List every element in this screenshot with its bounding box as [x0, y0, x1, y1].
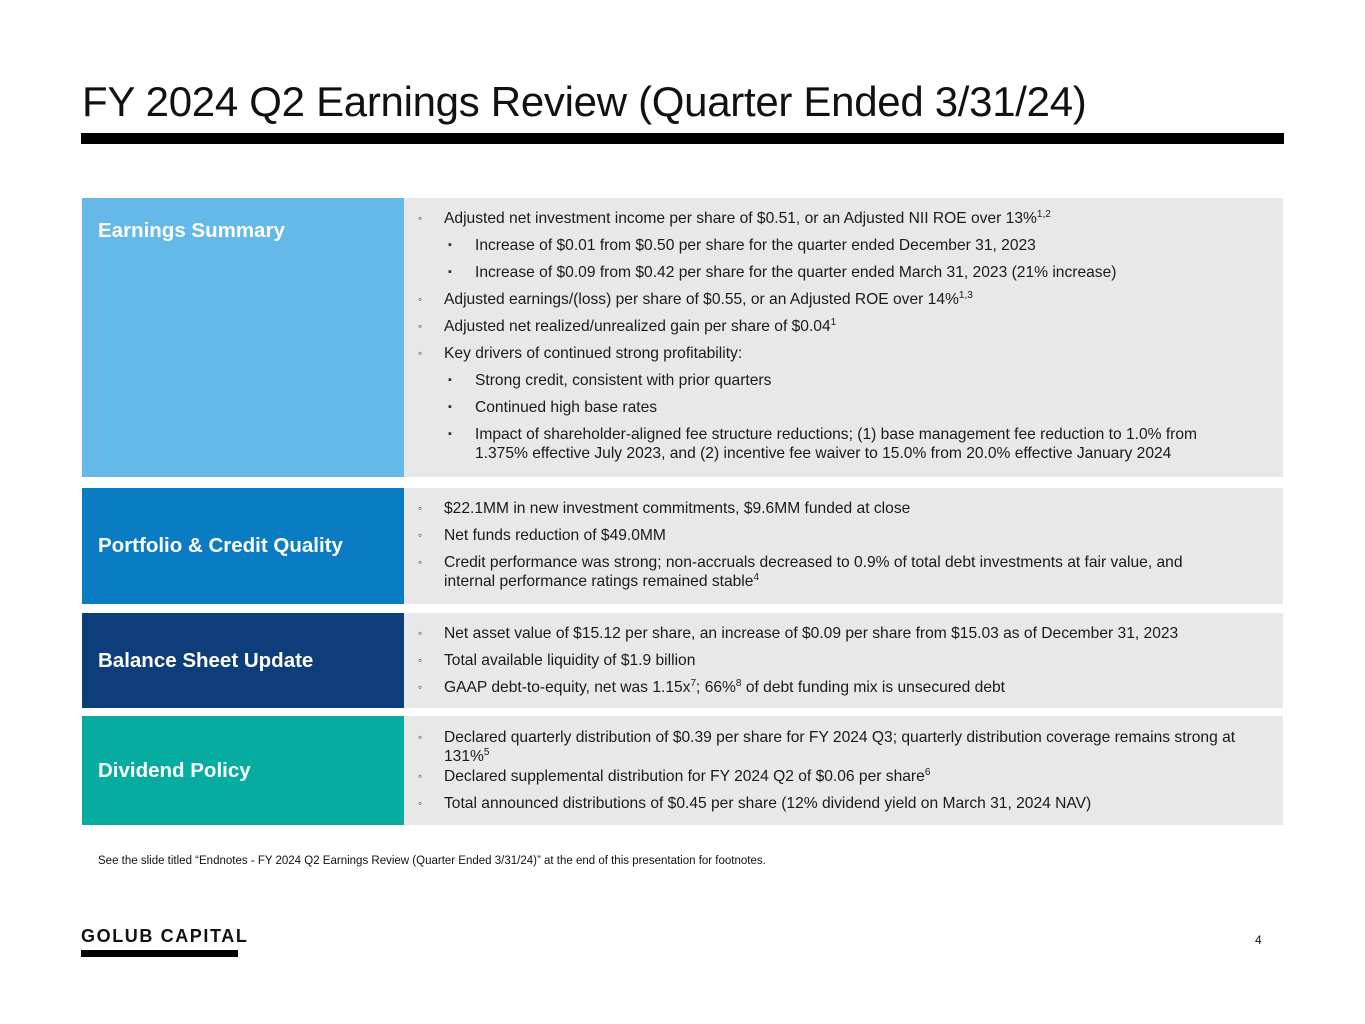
section-content-balance-sheet-update: [404, 613, 1283, 708]
hollow-bullet-icon: ◦: [418, 626, 423, 640]
page-number: 4: [1255, 933, 1262, 947]
title-underline: [81, 133, 1284, 144]
hollow-bullet-icon: ◦: [418, 211, 423, 225]
hollow-bullet-icon: ◦: [418, 319, 423, 333]
bullet-item: ◦ GAAP debt-to-equity, net was $1.15x^7$; 66%$^8$ of debt funding mix is unsecured debt: [418, 678, 1006, 696]
section-dividend-policy: [82, 716, 1283, 825]
bullet-item: ◦ Net funds reduction of $49.0MM: [418, 527, 666, 544]
hollow-bullet-icon: ◦: [418, 769, 423, 783]
square-bullet-icon: ▪: [448, 428, 452, 440]
section-content-portfolio-credit-quality: [404, 488, 1283, 604]
page-title: FY 2024 Q2 Earnings Review (Quarter Ended 3/31/24): [82, 78, 1087, 125]
section-label-text: Dividend Policy: [98, 758, 251, 782]
hollow-bullet-icon: ◦: [418, 730, 423, 744]
section-label-balance-sheet-update: [82, 613, 404, 708]
bullet-item: ◦ Adjusted earnings/(loss) per share of $0.55, or an Adjusted ROE over 14%$^{1,3}$: [418, 290, 973, 308]
bullet-item: ◦ Adjusted net realized/unrealized gain per share of $0.04$^1$: [418, 317, 837, 335]
hollow-bullet-icon: ◦: [418, 346, 423, 360]
bullet-item: ◦ Declared supplemental distribution for FY 2024 Q2 of $0.06 per share$^6$: [418, 767, 931, 785]
logo-underline: [81, 950, 238, 957]
sub-bullet-item: ▪ Continued high base rates: [448, 399, 658, 416]
section-earnings-summary: [82, 198, 1283, 477]
hollow-bullet-icon: ◦: [418, 796, 423, 810]
section-label-dividend-policy: [82, 716, 404, 825]
hollow-bullet-icon: ◦: [418, 555, 423, 569]
sub-bullet-item: ▪ Impact of shareholder-aligned fee structure reductions; (1) base management fee reduction to 1.0% from 1.375% effective July 2023, and (2) incentive fee waiver to 15.0% from 20.0% effective January 2024: [448, 426, 1198, 462]
section-label-text: Balance Sheet Update: [98, 648, 314, 672]
section-content-dividend-policy: [404, 716, 1283, 825]
sub-bullet-item: ▪ Strong credit, consistent with prior quarters: [448, 372, 772, 389]
bullet-item: ◦ Declared quarterly distribution of $0.39 per share for FY 2024 Q3; quarterly distribution coverage remains strong at 131%$^5$: [418, 729, 1236, 765]
bullet-item: ◦ Key drivers of continued strong profitability:: [418, 345, 743, 362]
bullet-item: ◦ Credit performance was strong; non-accruals decreased to 0.9% of total debt investments at fair value, and internal performance ratings remained stable$^4$: [418, 554, 1183, 590]
section-label-text: Earnings Summary: [98, 219, 285, 242]
hollow-bullet-icon: ◦: [418, 653, 423, 667]
section-balance-sheet-update: [82, 613, 1283, 708]
section-content-earnings-summary: [404, 198, 1283, 477]
hollow-bullet-icon: ◦: [418, 680, 423, 694]
bullet-item: ◦ Total available liquidity of $1.9 billion: [418, 652, 696, 669]
square-bullet-icon: ▪: [448, 266, 452, 278]
section-label-text: Portfolio & Credit Quality: [98, 534, 343, 557]
footnote: See the slide titled “Endnotes - FY 2024 Q2 Earnings Review (Quarter Ended 3/31/24)” at the end of this presentation for footnotes.: [98, 855, 766, 867]
bullet-item: ◦ Total announced distributions of $0.45 per share (12% dividend yield on March 31, 2024 NAV): [418, 795, 1092, 812]
square-bullet-icon: ▪: [448, 401, 452, 413]
golub-capital-logo: GOLUB CAPITAL: [81, 926, 249, 946]
square-bullet-icon: ▪: [448, 374, 452, 386]
bullet-item: ◦ $22.1MM in new investment commitments, $9.6MM funded at close: [418, 500, 911, 517]
hollow-bullet-icon: ◦: [418, 501, 423, 515]
bullet-item: ◦ Adjusted net investment income per share of $0.51, or an Adjusted NII ROE over 13%$^{1,2}$: [418, 209, 1051, 227]
section-portfolio-credit-quality: [82, 488, 1283, 604]
section-label-earnings-summary: [82, 198, 404, 477]
bullet-item: ◦ Net asset value of $15.12 per share, an increase of $0.09 per share from $15.03 as of December 31, 2023: [418, 625, 1179, 642]
hollow-bullet-icon: ◦: [418, 292, 423, 306]
hollow-bullet-icon: ◦: [418, 528, 423, 542]
square-bullet-icon: ▪: [448, 239, 452, 251]
sub-bullet-item: ▪ Increase of $0.01 from $0.50 per share for the quarter ended December 31, 2023: [448, 237, 1036, 254]
section-label-portfolio-credit-quality: [82, 488, 404, 604]
sub-bullet-item: ▪ Increase of $0.09 from $0.42 per share for the quarter ended March 31, 2023 (21% increase): [448, 264, 1117, 281]
